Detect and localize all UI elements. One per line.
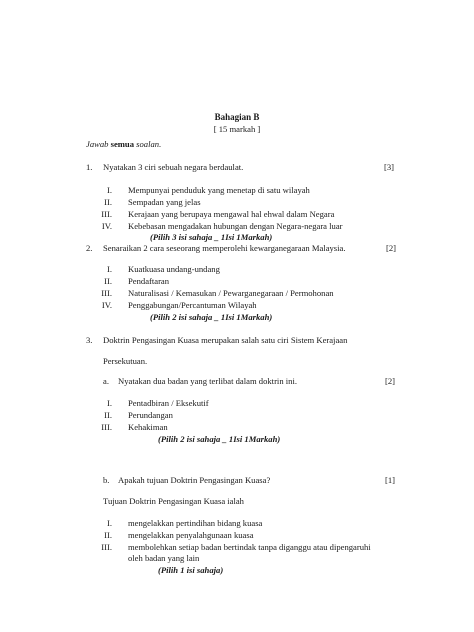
q2-answer: Penggabungan/Percantuman Wilayah <box>128 300 257 310</box>
q3b-answer: mengelakkan pertindihan bidang kuasa <box>128 518 263 528</box>
section-marks: [ 15 markah ] <box>213 124 261 134</box>
q2-answer-num: II. <box>104 276 112 286</box>
q2-answer: Kuatkuasa undang-undang <box>128 264 220 274</box>
q3a-label: a. <box>103 376 109 386</box>
q3a-text: Nyatakan dua badan yang terlibat dalam doktrin ini. <box>118 376 297 386</box>
q3-text-line1: Doktrin Pengasingan Kuasa merupakan salah satu ciri Sistem Kerajaan <box>103 335 348 345</box>
q1-answer: Kebebasan mengadakan hubungan dengan Negara-negara luar <box>128 221 343 231</box>
q1-note: (Pilih 3 isi sahaja _ 1Isi 1Markah) <box>150 232 273 242</box>
q3a-note: (Pilih 2 isi sahaja _ 1Isi 1Markah) <box>158 434 281 444</box>
q1-answer: Kerajaan yang berupaya mengawal hal ehwal dalam Negara <box>128 209 335 219</box>
instruction <box>86 139 161 150</box>
q3a-answer: Kehakiman <box>128 422 168 432</box>
instruction-bold: semua <box>110 139 134 149</box>
q2-note: (Pilih 2 isi sahaja _ 1Isi 1Markah) <box>150 312 273 322</box>
q1-text: Nyatakan 3 ciri sebuah negara berdaulat. <box>103 162 244 172</box>
q2-marks: [2] <box>386 243 397 253</box>
q1-answer-num: II. <box>104 197 112 207</box>
q3-number: 3. <box>86 335 93 345</box>
q2-answer: Naturalisasi / Kemasukan / Pewarganegaraan / Permohonan <box>128 288 334 298</box>
q3a-answer-num: I. <box>106 398 112 408</box>
q2-answer-num: IV. <box>101 300 112 310</box>
q3b-answer-num: II. <box>104 530 112 540</box>
instruction-prefix: Jawab <box>86 139 109 149</box>
q3a-answer-num: III. <box>101 422 112 432</box>
q3a-marks: [2] <box>385 376 396 386</box>
q3b-label: b. <box>103 475 110 485</box>
q3b-answer: mengelakkan penyalahgunaan kuasa <box>128 530 254 540</box>
q2-answer: Pendaftaran <box>128 276 170 286</box>
instruction-suffix: soalan. <box>136 139 162 149</box>
q2-text: Senaraikan 2 cara seseorang memperolehi kewarganegaraan Malaysia. <box>103 243 346 253</box>
q1-answer: Mempunyai penduduk yang menetap di satu wilayah <box>128 185 310 195</box>
q3b-marks: [1] <box>385 475 396 485</box>
q3b-note: (Pilih 1 isi sahaja) <box>158 565 224 575</box>
q3b-intro: Tujuan Doktrin Pengasingan Kuasa ialah <box>103 496 244 506</box>
q3b-answer-num: I. <box>106 518 112 528</box>
q1-answer-num: IV. <box>101 221 112 231</box>
q3a-answer-num: II. <box>104 410 112 420</box>
q3-text-line2: Persekutuan. <box>103 356 148 366</box>
q3b-answer-continuation: oleh badan yang lain <box>128 553 200 563</box>
q2-number: 2. <box>86 243 93 253</box>
q1-answer: Sempadan yang jelas <box>128 197 201 207</box>
section-title: Bahagian B <box>214 112 260 122</box>
q3b-answer: membolehkan setiap badan bertindak tanpa diganggu atau dipengaruhi <box>128 542 371 552</box>
q2-answer-num: III. <box>101 288 112 298</box>
q1-number: 1. <box>86 162 93 172</box>
q2-answer-num: I. <box>106 264 112 274</box>
q1-marks: [3] <box>384 162 395 172</box>
q3b-text: Apakah tujuan Doktrin Pengasingan Kuasa? <box>118 475 271 485</box>
q3b-answer-num: III. <box>101 542 112 552</box>
q3a-answer: Perundangan <box>128 410 173 420</box>
q1-answer-num: I. <box>106 185 112 195</box>
q1-answer-num: III. <box>101 209 112 219</box>
q3a-answer: Pentadbiran / Eksekutif <box>128 398 209 408</box>
